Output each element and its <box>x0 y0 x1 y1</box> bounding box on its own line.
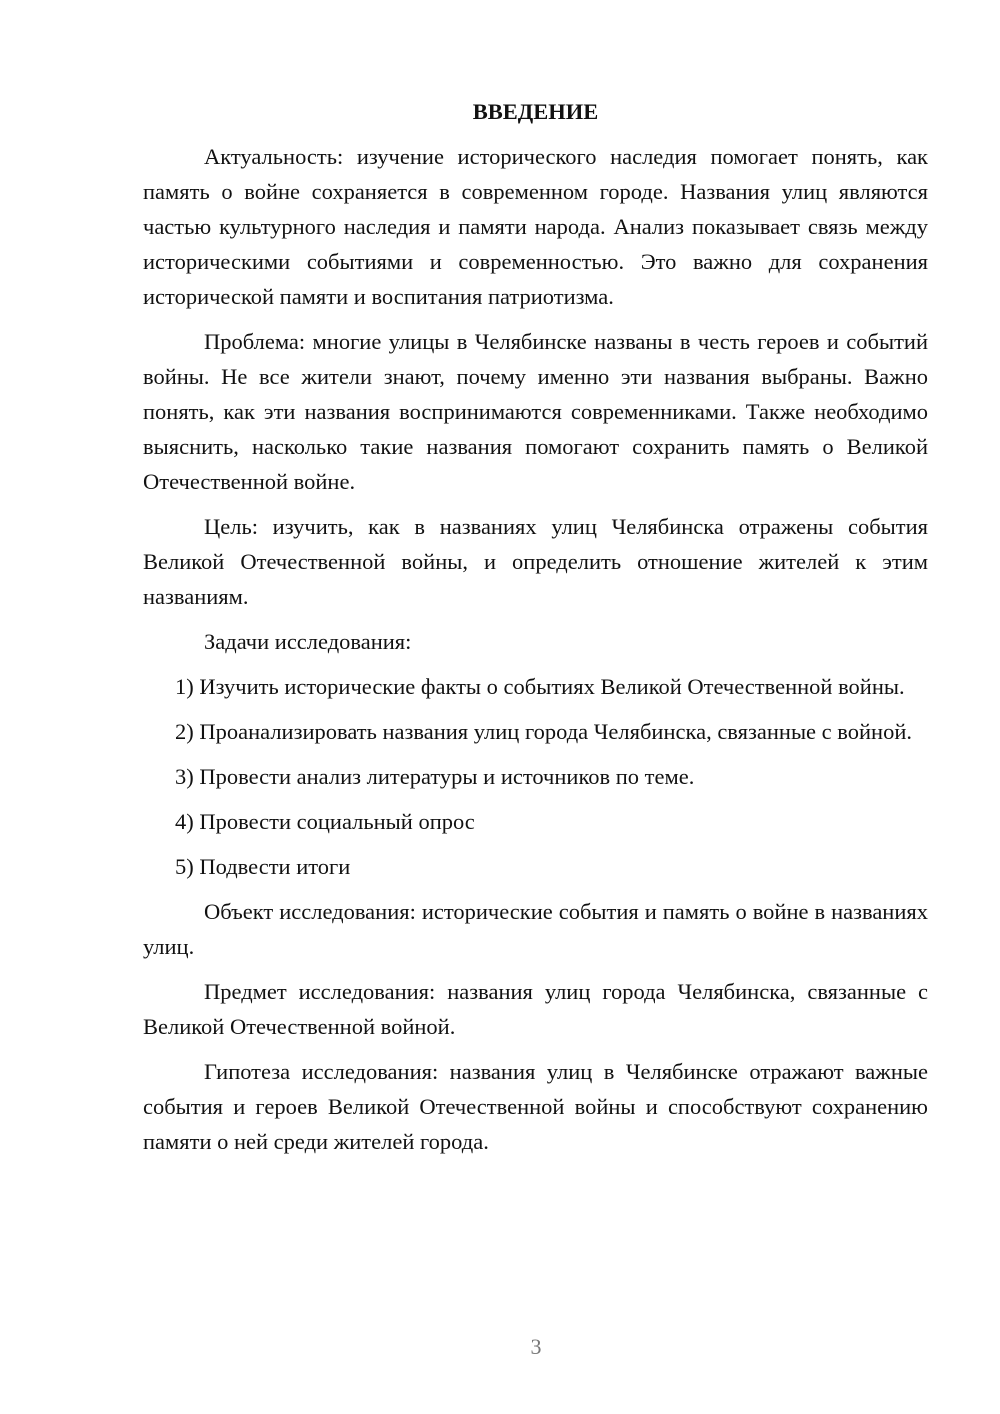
task-item-4: 4) Провести социальный опрос <box>175 809 475 834</box>
paragraph-tasks-heading: Задачи исследования: <box>204 629 412 654</box>
paragraph-problem: Проблема: многие улицы в Челябинске названы в честь героев и событий войны. Не все жители знают, почему именно эти названия выбраны. Важно понять, как эти названия воспринимаются современниками. Также необходимо выяснить, насколько такие названия помогают сохранить память о Великой Отечественной войне. <box>143 329 928 494</box>
task-item-5: 5) Подвести итоги <box>175 854 351 879</box>
page-number: 3 <box>530 1334 542 1359</box>
paragraph-object: Объект исследования: исторические события и память о войне в названиях улиц. <box>143 899 928 959</box>
page-content <box>143 94 928 1159</box>
task-item-2: 2) Проанализировать названия улиц города Челябинска, связанные с войной. <box>175 719 912 744</box>
paragraph-hypothesis: Гипотеза исследования: названия улиц в Челябинске отражают важные события и героев Великой Отечественной войны и способствуют сохранению памяти о ней среди жителей города. <box>143 1059 928 1154</box>
paragraph-goal: Цель: изучить, как в названиях улиц Челябинска отражены события Великой Отечественной войны, и определить отношение жителей к этим названиям. <box>143 514 928 609</box>
task-item-3: 3) Провести анализ литературы и источников по теме. <box>175 764 695 789</box>
paragraph-subject: Предмет исследования: названия улиц города Челябинска, связанные с Великой Отечественной войной. <box>143 979 928 1039</box>
task-item-1: 1) Изучить исторические факты о событиях Великой Отечественной войны. <box>175 674 905 699</box>
paragraph-relevance: Актуальность: изучение исторического наследия помогает понять, как память о войне сохраняется в современном городе. Названия улиц являются частью культурного наследия и памяти народа. Анализ показывает связь между историческими событиями и современностью. Это важно для сохранения исторической памяти и воспитания патриотизма. <box>143 144 928 309</box>
section-title: ВВЕДЕНИЕ <box>472 99 599 124</box>
